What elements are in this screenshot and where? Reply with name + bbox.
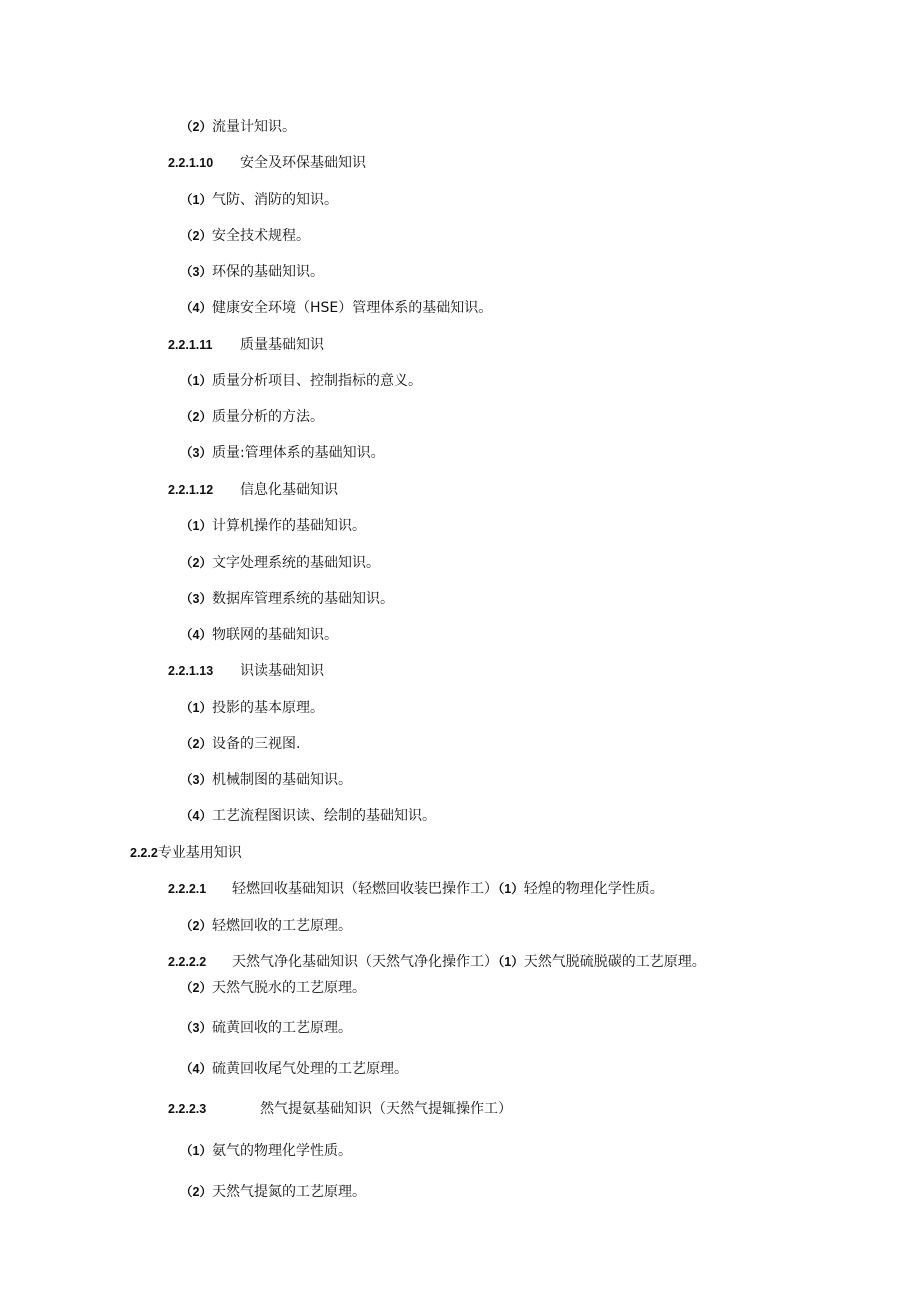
section-title: 天然气净化基础知识（天然气净化操作工） <box>232 954 498 970</box>
list-item <box>180 191 338 209</box>
section-heading <box>168 154 366 172</box>
item-number: （1） <box>498 955 524 969</box>
list-item <box>180 1019 352 1037</box>
item-text: 氨气的物理化学性质。 <box>211 1143 352 1159</box>
item-number: （3） <box>180 265 212 279</box>
item-text: 机械制图的基础知识。 <box>211 772 352 788</box>
section-number: 2.2.2.1 <box>168 882 207 896</box>
list-item <box>180 227 310 245</box>
section-heading <box>130 844 242 862</box>
item-number: （2） <box>180 556 212 570</box>
item-text: 流量计知识。 <box>211 119 296 135</box>
item-text: 质量:管理体系的基础知识。 <box>211 445 385 461</box>
item-text: 质量分析项目、控制指标的意义。 <box>211 373 422 389</box>
section-heading <box>168 880 664 898</box>
item-number: （2） <box>180 919 212 933</box>
item-number: （4） <box>180 809 212 823</box>
item-text: 硫黄回收尾气处理的工艺原理。 <box>211 1061 408 1077</box>
section-number: 2.2.1.11 <box>168 338 213 352</box>
item-number: （1） <box>180 374 212 388</box>
item-text: 轻煌的物理化学性质。 <box>523 881 664 897</box>
item-text: 健康安全环境（HSE）管理体系的基础知识。 <box>211 300 493 316</box>
section-title: 专业基用知识 <box>157 845 242 861</box>
item-number: （2） <box>180 1185 212 1199</box>
section-title: 识读基础知识 <box>240 663 324 679</box>
item-text: 数据库管理系统的基础知识。 <box>211 591 394 607</box>
section-number: 2.2.2.3 <box>168 1102 207 1116</box>
list-item <box>180 554 380 572</box>
list-item <box>180 771 352 789</box>
item-text: 轻燃回收的工艺原理。 <box>211 918 352 934</box>
section-title: 信息化基础知识 <box>240 482 338 498</box>
item-text: 计算机操作的基础知识。 <box>211 518 366 534</box>
item-text: 气防、消防的知识。 <box>211 192 338 208</box>
item-text: 设备的三视图. <box>211 736 301 752</box>
item-number: （3） <box>180 592 212 606</box>
section-number: 2.2.2 <box>130 846 158 860</box>
list-item <box>180 372 422 390</box>
item-number: （4） <box>180 301 212 315</box>
section-number: 2.2.2.2 <box>168 955 207 969</box>
section-heading <box>168 336 324 354</box>
item-text: 天然气提氮的工艺原理。 <box>211 1184 366 1200</box>
list-item <box>180 590 394 608</box>
item-number: （1） <box>180 1144 212 1158</box>
list-item <box>180 118 296 136</box>
section-title: 轻燃回收基础知识（轻燃回收装巴操作工） <box>232 881 498 897</box>
section-heading <box>168 1100 512 1118</box>
list-item <box>180 517 366 535</box>
list-item <box>180 408 324 426</box>
item-number: （2） <box>180 737 212 751</box>
section-title: 质量基础知识 <box>240 337 324 353</box>
item-text: 安全技术规程。 <box>211 228 310 244</box>
section-heading <box>168 481 338 499</box>
list-item <box>180 1060 408 1078</box>
item-text: 工艺流程图识读、绘制的基础知识。 <box>211 808 436 824</box>
item-text: 环保的基础知识。 <box>211 264 324 280</box>
item-number: （1） <box>180 701 212 715</box>
item-text: 投影的基本原理。 <box>211 700 324 716</box>
item-number: （1） <box>180 519 212 533</box>
item-text: 天然气脱水的工艺原理。 <box>211 980 366 996</box>
list-item <box>180 444 385 462</box>
list-item <box>180 299 492 317</box>
section-number: 2.2.1.12 <box>168 483 214 497</box>
item-number: （2） <box>180 981 212 995</box>
list-item <box>180 807 436 825</box>
list-item <box>180 626 338 644</box>
section-heading <box>168 953 706 971</box>
item-text: 质量分析的方法。 <box>211 409 324 425</box>
list-item <box>180 735 300 753</box>
item-text: 硫黄回收的工艺原理。 <box>211 1020 352 1036</box>
list-item <box>180 979 366 997</box>
item-number: （1） <box>498 882 524 896</box>
section-heading <box>168 662 324 680</box>
list-item <box>180 699 324 717</box>
item-number: （3） <box>180 446 212 460</box>
item-number: （1） <box>180 193 212 207</box>
list-item <box>180 263 324 281</box>
list-item <box>180 1142 352 1160</box>
list-item <box>180 1183 366 1201</box>
section-number: 2.2.1.10 <box>168 156 214 170</box>
item-number: （2） <box>180 120 212 134</box>
item-number: （3） <box>180 773 212 787</box>
list-item <box>180 917 352 935</box>
section-title: 安全及环保基础知识 <box>240 155 366 171</box>
item-number: （4） <box>180 628 212 642</box>
item-text: 物联网的基础知识。 <box>211 627 338 643</box>
item-number: （3） <box>180 1021 212 1035</box>
section-number: 2.2.1.13 <box>168 664 214 678</box>
item-text: 天然气脱硫脱碳的工艺原理。 <box>523 954 706 970</box>
item-number: （4） <box>180 1062 212 1076</box>
item-text: 文字处理系统的基础知识。 <box>211 555 380 571</box>
item-number: （2） <box>180 229 212 243</box>
item-number: （2） <box>180 410 212 424</box>
section-title: 然气提氨基础知识（天然气提辄操作工） <box>260 1101 512 1117</box>
